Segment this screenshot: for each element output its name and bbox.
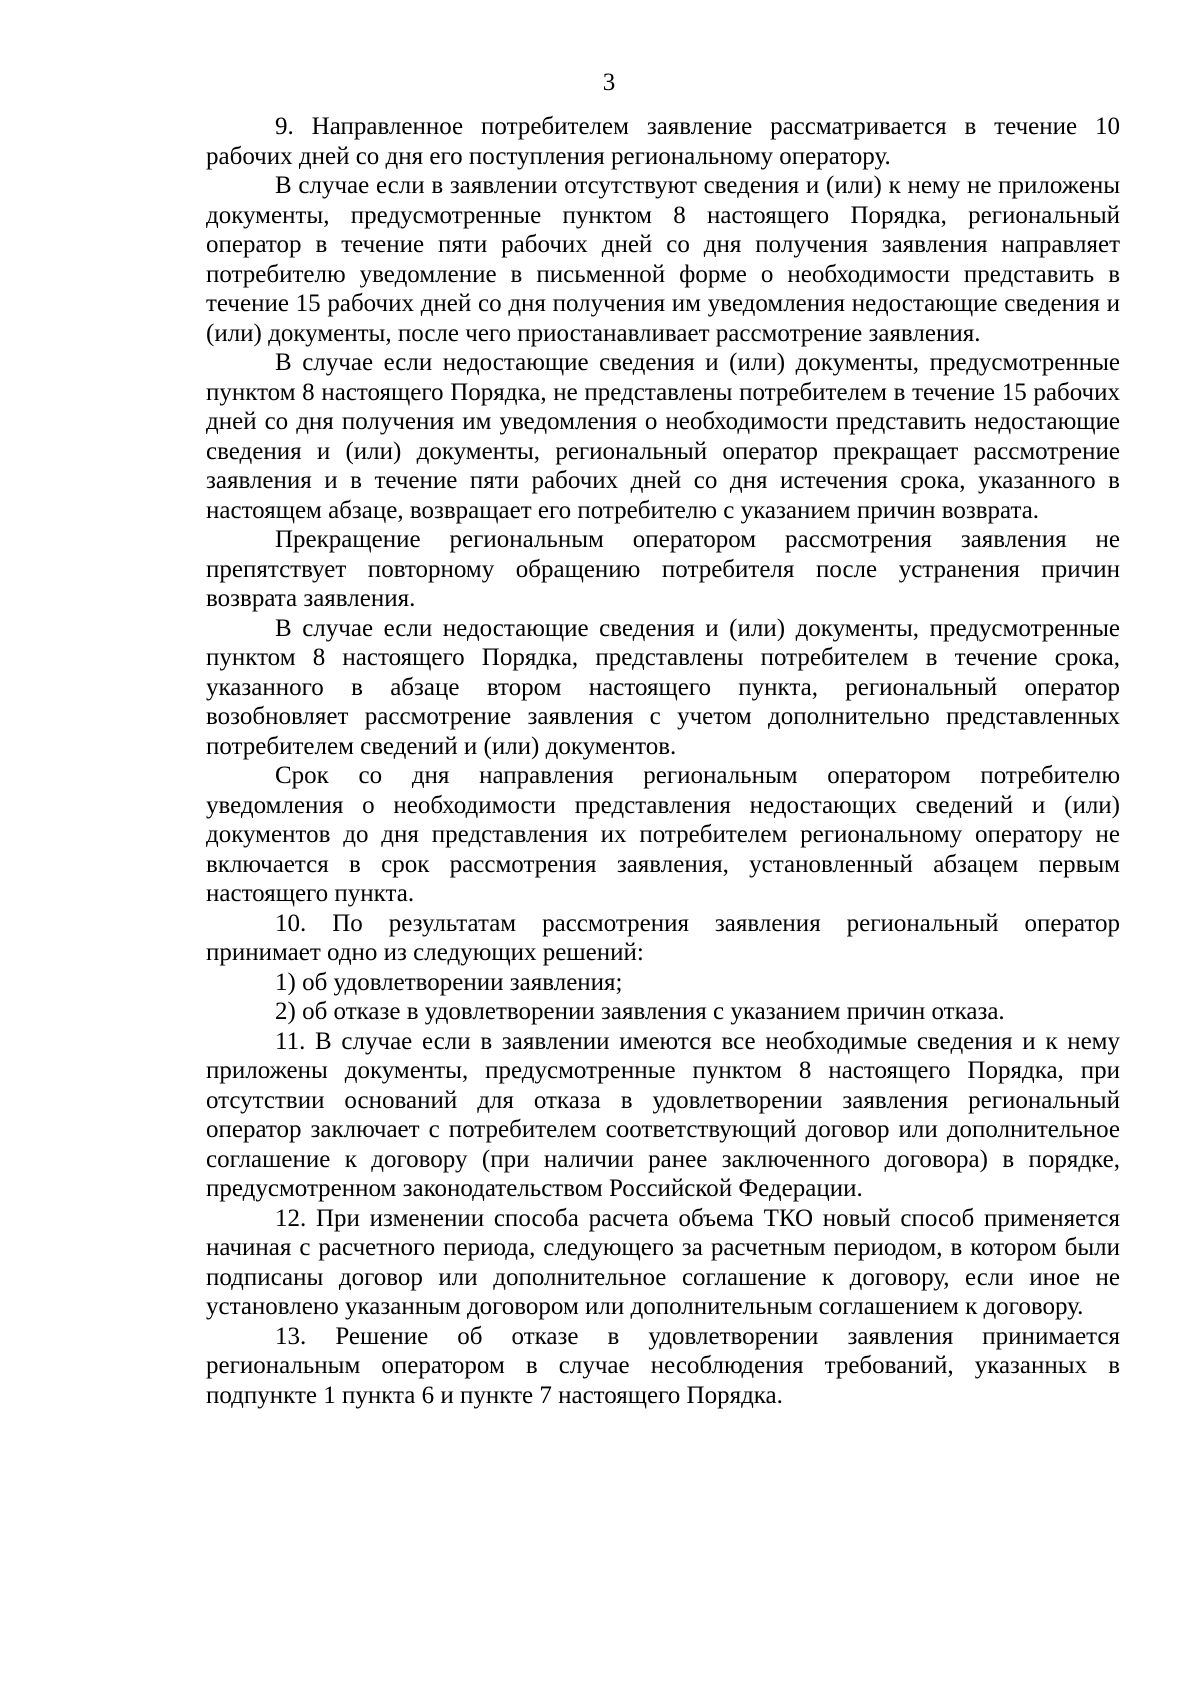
- paragraph-9-period: Срок со дня направления региональным оператором потребителю уведомления о необходимости представления недостающих сведений и (или) документов до дня представления их потребителем региональному оператору не включается в срок рассмотрения заявления, установленный абзацем первым настоящего пункта.: [206, 762, 1120, 907]
- page-number: 3: [602, 69, 616, 96]
- paragraph-11: 11. В случае если в заявлении имеются все необходимые сведения и к нему приложены документы, предусмотренные пунктом 8 настоящего Порядка, при отсутствии оснований для отказа в удовлетворении заявления региональный оператор заключает с потребителем соответствующий договор или дополнительное соглашение к договору (при наличии ранее заключенного договора) в порядке, предусмотренном законодательством Российской Федерации.: [206, 1027, 1120, 1202]
- paragraph-9-termination: Прекращение региональным оператором рассмотрения заявления не препятствует повторному обращению потребителя после устранения причин возврата заявления.: [206, 526, 1120, 612]
- paragraph-9: 9. Направленное потребителем заявление рассматривается в течение 10 рабочих дней со дня его поступления региональному оператору.: [206, 113, 1120, 170]
- paragraph-13: 13. Решение об отказе в удовлетворении заявления принимается региональным оператором в случае несоблюдения требований, указанных в подпункте 1 пункта 6 и пункте 7 настоящего Порядка.: [206, 1322, 1120, 1409]
- paragraph-10-item-1: 1) об удовлетворении заявления;: [275, 968, 623, 996]
- document-body: [206, 112, 1120, 1410]
- paragraph-9-not-provided: В случае если недостающие сведения и (или) документы, предусмотренные пунктом 8 настоящего Порядка, не представлены потребителем в течение 15 рабочих дней со дня получения им уведомления о необходимости представить недостающие сведения и (или) документы, региональный оператор прекращает рассмотрение заявления и в течение пяти рабочих дней со дня истечения срока, указанного в настоящем абзаце, возвращает его потребителю с указанием причин возврата.: [206, 349, 1120, 524]
- paragraph-10-item-2: 2) об отказе в удовлетворении заявления с указанием причин отказа.: [275, 998, 1005, 1025]
- paragraph-9-resumption: В случае если недостающие сведения и (или) документы, предусмотренные пунктом 8 настоящего Порядка, представлены потребителем в течение срока, указанного в абзаце втором настоящего пункта, региональный оператор возобновляет рассмотрение заявления с учетом дополнительно представленных потребителем сведений и (или) документов.: [206, 614, 1120, 760]
- paragraph-12: 12. При изменении способа расчета объема ТКО новый способ применяется начиная с расчетного периода, следующего за расчетным периодом, в котором были подписаны договор или дополнительное соглашение к договору, если иное не установлено указанным договором или дополнительным соглашением к договору.: [206, 1204, 1120, 1320]
- paragraph-10: 10. По результатам рассмотрения заявления региональный оператор принимает одно из следующих решений:: [206, 909, 1120, 966]
- paragraph-9-missing-info: В случае если в заявлении отсутствуют сведения и (или) к нему не приложены документы, предусмотренные пунктом 8 настоящего Порядка, региональный оператор в течение пяти рабочих дней со дня получения заявления направляет потребителю уведомление в письменной форме о необходимости представить в течение 15 рабочих дней со дня получения им уведомления недостающие сведения и (или) документы, после чего приостанавливает рассмотрение заявления.: [206, 172, 1120, 347]
